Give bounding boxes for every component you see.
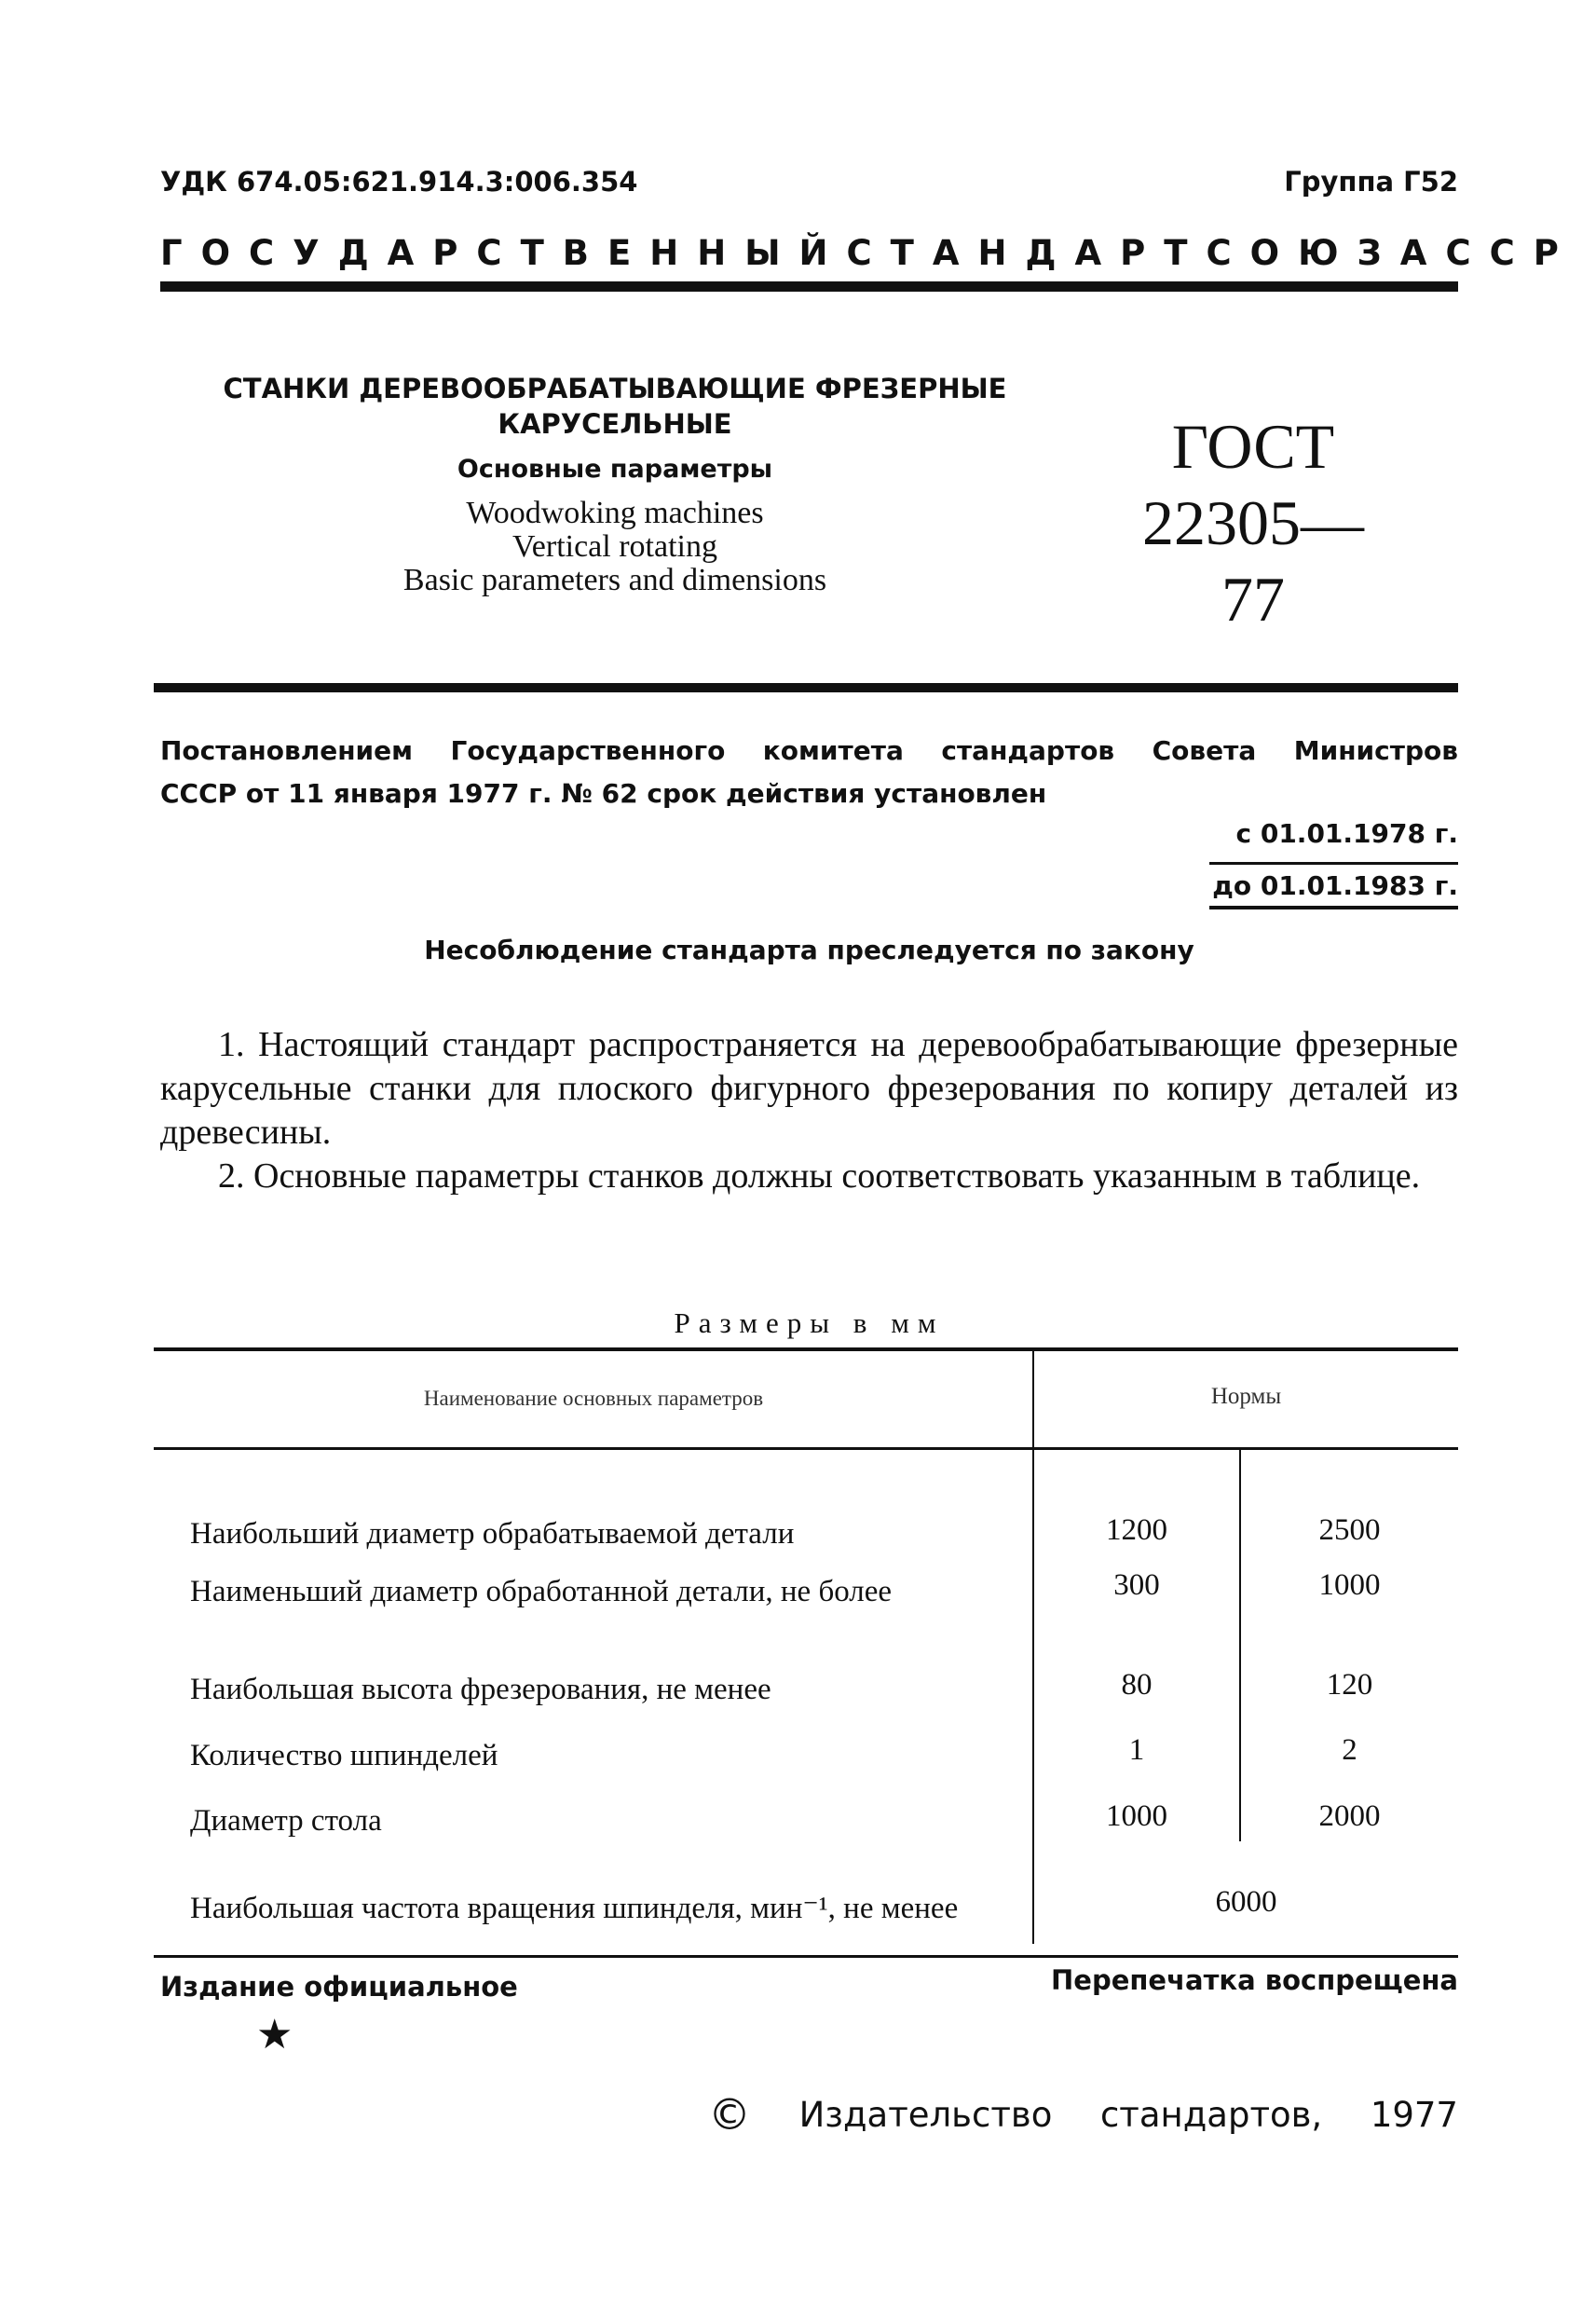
table-bottom-rule — [154, 1955, 1458, 1958]
date-from: с 01.01.1978 г. — [1235, 818, 1458, 849]
row-value-1: 80 — [1121, 1668, 1153, 1702]
header-parameter-name: Наименование основных параметров — [423, 1387, 764, 1410]
english-title-line: Woodwoking machines — [466, 496, 764, 530]
row-label — [160, 1739, 962, 1773]
paragraph-1: 1. Настоящий стандарт распространяется на деревообрабатывающие фрезерные карусельные станки для плоского фигурного фрезерования по копиру деталей из древесины. — [160, 1025, 1458, 1152]
decree-text — [160, 730, 1458, 815]
row-value-2: 1000 — [1318, 1568, 1381, 1602]
date-separator — [1209, 862, 1458, 865]
row-label-text: Наименьший диаметр обработанной детали, не более — [190, 1575, 893, 1608]
validity-dates — [1212, 813, 1458, 908]
banner-word: СТАНДАРТ — [846, 233, 1207, 273]
udk-code: УДК 674.05:621.914.3:006.354 — [160, 166, 638, 198]
publisher-word: стандартов, — [1099, 2094, 1323, 2135]
row-label — [160, 1517, 962, 1552]
row-label-text: Наибольший диаметр обрабатываемой детали — [190, 1517, 795, 1551]
values-divider — [1239, 1450, 1241, 1841]
state-standard-banner — [160, 233, 1577, 273]
gost-label: ГОСТ — [1171, 411, 1335, 482]
row-value-1: 1 — [1128, 1733, 1145, 1767]
noncompliance-notice: Несоблюдение стандарта преследуется по закону — [424, 935, 1194, 965]
row-value-2: 120 — [1326, 1668, 1373, 1702]
row-value-combined: 6000 — [1215, 1885, 1277, 1919]
row-label-text: Наибольшая высота фрезерования, не менее — [190, 1673, 771, 1706]
row-label — [160, 1575, 962, 1609]
row-label-text: Количество шпинделей — [190, 1739, 498, 1772]
publisher-year: 1977 — [1370, 2094, 1458, 2135]
table-units: Размеры в мм — [674, 1306, 945, 1339]
date-underline — [1209, 906, 1458, 909]
english-title-line: Vertical rotating — [512, 529, 717, 564]
table-top-rule — [154, 1347, 1458, 1351]
row-label — [160, 1804, 962, 1839]
subtitle: Основные параметры — [457, 455, 773, 484]
row-label — [160, 1892, 962, 1926]
group-code: Группа Г52 — [1284, 166, 1458, 198]
publisher-line — [708, 2089, 1458, 2140]
top-rule — [160, 281, 1458, 292]
english-title — [214, 497, 1016, 597]
title-line-1: СТАНКИ ДЕРЕВООБРАБАТЫВАЮЩИЕ ФРЕЗЕРНЫЕ — [223, 373, 1007, 404]
publisher-word: Издательство — [798, 2094, 1053, 2135]
row-label-text: Диаметр стола — [190, 1804, 382, 1838]
decree-line-1: Постановлением Государственного комитета стандартов Совета Министров — [160, 735, 1458, 766]
gost-number: 22305—77 — [1142, 487, 1364, 635]
paragraph-2: 2. Основные параметры станков должны соответствовать указанным в таблице. — [218, 1156, 1421, 1196]
gost-designation — [1113, 408, 1393, 637]
header-norms: Нормы — [1210, 1384, 1282, 1409]
row-label-text: Наибольшая частота вращения шпинделя, мин⁻¹, не менее — [190, 1892, 959, 1925]
row-value-2: 2500 — [1318, 1513, 1381, 1547]
official-edition: Издание официальное — [160, 1971, 518, 2003]
star-icon: ★ — [256, 2011, 293, 2058]
row-value-1: 1200 — [1106, 1513, 1167, 1547]
title-block — [214, 371, 1016, 597]
row-value-1: 300 — [1113, 1568, 1160, 1602]
english-title-line: Basic parameters and dimensions — [402, 563, 827, 597]
middle-rule — [154, 683, 1458, 692]
title-line-2: КАРУСЕЛЬНЫЕ — [498, 408, 732, 440]
row-value-2: 2000 — [1318, 1799, 1381, 1833]
banner-word: ССР — [1445, 233, 1577, 273]
table-header-rule — [154, 1447, 1458, 1450]
row-value-1: 1000 — [1106, 1799, 1167, 1833]
date-to: до 01.01.1983 г. — [1212, 870, 1458, 901]
row-label — [160, 1673, 962, 1707]
decree-line-2: СССР от 11 января 1977 г. № 62 срок действия установлен — [160, 778, 1047, 809]
reprint-prohibited: Перепечатка воспрещена — [1051, 1964, 1458, 1996]
row-value-2: 2 — [1342, 1733, 1357, 1767]
copyright-icon: © — [708, 2089, 751, 2140]
banner-word: СОЮЗА — [1206, 233, 1446, 273]
banner-word: ГОСУДАРСТВЕННЫЙ — [160, 233, 847, 273]
